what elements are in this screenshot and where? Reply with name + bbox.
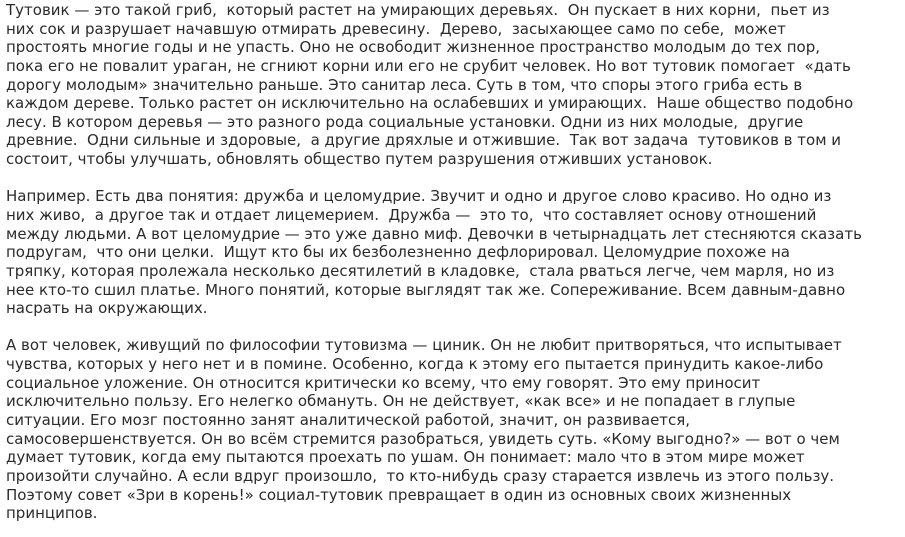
text-line: Тутовик — это такой гриб, который растет на умирающих деревьях. Он пускает в них корни, пьет из — [6, 1, 830, 19]
text-line: между людьми. А вот целомудрие — это уже давно миф. Девочки в четырнадцать лет стесняются сказать — [6, 224, 862, 243]
text-line: Например. Есть два понятия: дружба и целомудрие. Звучит и одно и другое слово красиво. Но одно из — [6, 187, 832, 206]
paragraph-example — [6, 187, 899, 317]
text-line: чувства, которых у него нет и в помине. Особенно, когда к этому его пытается принудить какое-либо — [6, 355, 824, 374]
text-line: принципов. — [6, 504, 98, 523]
text-line: лесу. В котором деревья — это разного рода социальные установки. Одни из них молодые, другие — [6, 112, 804, 131]
text-line: А вот человек, живущий по философии тутовизма — циник. Он не любит притворяться, что испытывает — [6, 336, 842, 355]
text-line: состоит, чтобы улучшать, обновлять общество путем разрушения отживших установок. — [6, 150, 713, 169]
text-line: каждом дереве. Только растет он исключительно на ослабевших и умирающих. Наше общество подобно — [6, 94, 854, 113]
text-line: подругам, что они целки. Ищут кто бы их безболезненно дефлорировал. Целомудрие похоже на — [6, 243, 790, 262]
text-line: думает тутовик, когда ему пытаются проехать по ушам. Он понимает: мало что в этом мире может — [6, 448, 805, 467]
text-line: произойти случайно. А если вдруг произошло, то кто-нибудь сразу старается извлечь из этого пользу. — [6, 466, 835, 485]
text-line: Поэтому совет «Зри в корень!» социал-тутовик превращает в один из основных своих жизненных — [6, 485, 792, 504]
text-line: пока его не повалит ураган, не сгниют корни или его не срубит человек. Но вот тутовик помогает «дать — [6, 56, 851, 75]
text-line: нее кто-то сшил платье. Много понятий, которые выглядят так же. Сопереживание. Всем давным-давно — [6, 280, 846, 299]
text-line: них сок и разрушает начавшую отмирать древесину. Дерево, засыхающее само по себе, может — [6, 19, 786, 38]
text-line: простоять многие годы и не упасть. Оно не освободит жизненное пространство молодым до тех пор, — [6, 38, 821, 57]
text-line: дорогу молодым» значительно раньше. Это санитар леса. Суть в том, что споры этого гриба есть в — [6, 75, 803, 94]
text-line: древние. Одни сильные и здоровые, а другие дряхлые и отжившие. Так вот задача тутовиков в том и — [6, 131, 842, 150]
text-line: них живо, а другое так и отдает лицемерием. Дружба — это то, что составляет основу отношений — [6, 206, 817, 224]
text-line: тряпку, которая пролежала несколько десятилетий в кладовке, стала рваться легче, чем марля, но из — [6, 261, 835, 280]
text-line: самосовершенствуется. Он во всём стремится разобраться, увидеть суть. «Кому выгодно?» — вот о чем — [6, 429, 840, 448]
text-line: насрать на окружающих. — [6, 299, 208, 318]
text-line: ситуации. Его мозг постоянно занят аналитической работой, значит, он развивается, — [6, 411, 691, 429]
paragraph-cynic — [6, 336, 899, 522]
paragraph-tutovik-definition — [6, 1, 899, 169]
text-line: исключительно пользу. Его нелегко обмануть. Он не действует, «как все» и не попадает в глупые — [6, 392, 796, 411]
text-line: социальное уложение. Он относится критически ко всему, что ему говорят. Это ему приносит — [6, 373, 761, 392]
